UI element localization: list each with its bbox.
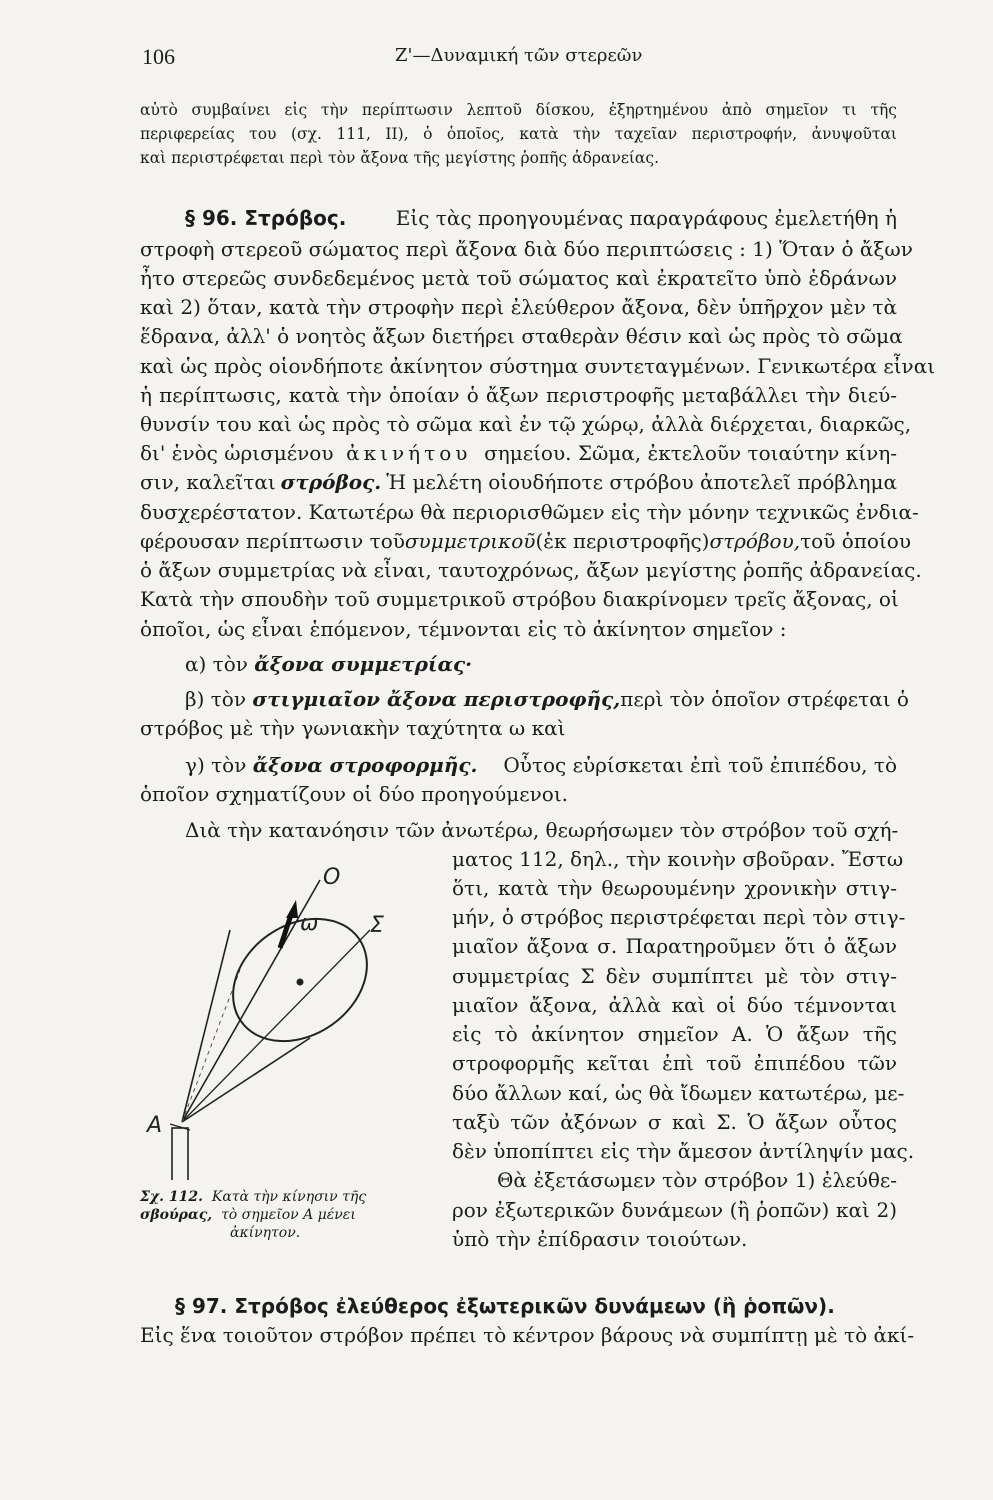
symmetry-axis-line bbox=[182, 930, 370, 1122]
text-line: θυνσίν του καὶ ὡς πρὸς τὸ σῶμα καὶ ἐν τῷ χώρῳ, ἀλλὰ διέρχεται, διαρκῶς, bbox=[140, 412, 912, 436]
list-item-c bbox=[185, 753, 897, 777]
section-96-heading: § 96. Στρόβος. bbox=[185, 206, 347, 230]
term-strobos: στρόβος. bbox=[280, 470, 382, 494]
text-line: ὁποῖοι, ὡς εἶναι ἑπόμενον, τέμνονται εἰς τὸ ἀκίνητον σημεῖον : bbox=[140, 617, 787, 641]
intro-line-2: περιφερείας του (σχ. 111, II), ὁ ὁποῖος, κατὰ τὴν ταχεῖαν περιστροφήν, ἀνυψοῦται bbox=[140, 125, 897, 143]
bold-term: ἄξονα στροφορμῆς. bbox=[252, 753, 478, 777]
intro-line-1: αὐτὸ συμβαίνει εἰς τὴν περίπτωσιν λεπτοῦ δίσκου, ἐξηρτημένου ἀπὸ σημεῖον τι τῆς bbox=[140, 101, 897, 119]
text-line: καὶ 2) ὅταν, κατὰ τὴν στροφὴν περὶ ἐλεύθερον ἄξονα, δὲν ὑπῆρχον μὲν τὰ bbox=[140, 295, 897, 319]
list-item-b bbox=[185, 687, 909, 711]
cone-side-left bbox=[182, 930, 230, 1122]
text-line: ἕδρανα, ἀλλ' ὁ νοητὸς ἄξων διετήρει σταθερὰν θέσιν καὶ ὡς πρὸς τὸ σῶμα bbox=[140, 324, 903, 348]
text-segment: δι' ἑνὸς ὡρισμένου bbox=[140, 441, 334, 465]
text-line: ὁ ἄξων συμμετρίας νὰ εἶναι, ταυτοχρόνως, ἄξων μεγίστης ῥοπῆς ἀδρανείας. bbox=[140, 558, 922, 582]
text-line: καὶ ὡς πρὸς οἱονδήποτε ἀκίνητον σύστημα συντεταγμένων. Γενικωτέρα εἶναι bbox=[140, 354, 936, 378]
label-sigma: Σ bbox=[370, 913, 384, 938]
italic-term: στρόβου, bbox=[709, 529, 801, 553]
text-segment: περὶ τὸν ὁποῖον στρέφεται ὁ bbox=[620, 687, 909, 711]
text-line: μιαῖον ἄξονα, ἀλλὰ καὶ οἱ δύο τέμνονται bbox=[452, 993, 897, 1017]
text-segment: σημείου. Σῶμα, ἐκτελοῦν τοιαύτην κίνη- bbox=[484, 441, 897, 465]
text-line: στροφὴ στερεοῦ σώματος περὶ ἄξονα διὰ δύο περιπτώσεις : 1) Ὅταν ὁ ἄξων bbox=[140, 237, 913, 261]
text-line: ταξὺ τῶν ἀξόνων σ καὶ Σ. Ὁ ἄξων οὗτος bbox=[452, 1110, 897, 1134]
text-line bbox=[140, 470, 897, 494]
label-o: O bbox=[323, 865, 341, 890]
section-97-heading bbox=[175, 1294, 897, 1318]
cone-side-right bbox=[182, 1038, 310, 1122]
text-segment: φέρουσαν περίπτωσιν τοῦ bbox=[140, 529, 405, 553]
list-marker: α) τὸν bbox=[185, 652, 248, 676]
cone-hidden-edge bbox=[182, 970, 240, 1122]
caption-text: τὸ σημεῖον A μένει bbox=[221, 1207, 356, 1223]
section-96-first-line bbox=[185, 206, 897, 230]
text-segment: Ἡ μελέτη οἱουδήποτε στρόβου ἀποτελεῖ πρόβλημα bbox=[386, 470, 897, 494]
text-line: μήν, ὁ στρόβος περιστρέφεται περὶ τὸν στιγ- bbox=[452, 905, 906, 929]
caption-label: σβούρας, bbox=[140, 1207, 213, 1223]
text-line: ρον ἐξωτερικῶν δυνάμεων (ἢ ῥοπῶν) καὶ 2) bbox=[452, 1198, 897, 1222]
text-line: δύο ἄλλων καί, ὡς θὰ ἴδωμεν κατωτέρω, με- bbox=[452, 1081, 905, 1105]
label-omega: ω bbox=[300, 911, 319, 936]
caption-text: ἀκίνητον. bbox=[230, 1225, 301, 1241]
page-header bbox=[140, 42, 900, 72]
text-line: Θὰ ἐξετάσωμεν τὸν στρόβον 1) ἐλεύθε- bbox=[497, 1168, 897, 1192]
text-line bbox=[140, 441, 897, 465]
list-marker: γ) τὸν bbox=[185, 753, 247, 777]
label-a: A bbox=[147, 1113, 163, 1138]
caption-label: Σχ. 112. bbox=[140, 1189, 203, 1205]
list-marker: β) τὸν bbox=[185, 687, 246, 711]
text-line: Κατὰ τὴν σπουδὴν τοῦ συμμετρικοῦ στρόβου διακρίνομεν τρεῖς ἄξονας, οἱ bbox=[140, 587, 899, 611]
text-line: ὁποῖον σχηματίζουν οἱ δύο προηγούμενοι. bbox=[140, 782, 569, 806]
page-number: 106 bbox=[142, 44, 175, 69]
section-heading: § 97. Στρόβος ἐλεύθερος ἐξωτερικῶν δυνάμεων (ἢ ῥοπῶν). bbox=[175, 1294, 835, 1318]
bold-term: ἄξονα συμμετρίας· bbox=[254, 652, 473, 676]
text-line: μιαῖον ἄξονα σ. Παρατηροῦμεν ὅτι ὁ ἄξων bbox=[452, 934, 897, 958]
text-segment: (ἐκ περιστροφῆς) bbox=[535, 529, 710, 553]
text-line: συμμετρίας Σ δὲν συμπίπτει μὲ τὸν στιγ- bbox=[452, 964, 897, 988]
figure-caption bbox=[140, 1188, 440, 1242]
text-segment: σιν, καλεῖται bbox=[140, 470, 276, 494]
text-line: ἡ περίπτωσις, κατὰ τὴν ὁποίαν ὁ ἄξων περιστροφῆς μεταβάλλει τὴν διεύ- bbox=[140, 383, 897, 407]
list-item-a bbox=[185, 652, 472, 676]
spinning-top-figure bbox=[120, 860, 420, 1180]
center-point bbox=[297, 979, 304, 986]
text-line: ματος 112, δηλ., τὴν κοινὴν σβοῦραν. Ἔστω bbox=[452, 847, 904, 871]
text-line: Εἰς ἕνα τοιοῦτον στρόβον πρέπει τὸ κέντρον βάρους νὰ συμπίπτῃ μὲ τὸ ἀκί- bbox=[140, 1323, 915, 1347]
text-segment: Οὗτος εὑρίσκεται ἐπὶ τοῦ ἐπιπέδου, τὸ bbox=[503, 753, 897, 777]
text-line: στρόβος μὲ τὴν γωνιακὴν ταχύτητα ω καὶ bbox=[140, 716, 566, 740]
text-line: ὅτι, κατὰ τὴν θεωρουμένην χρονικὴν στιγ- bbox=[452, 876, 897, 900]
text-line bbox=[140, 529, 911, 553]
caption-text: Κατὰ τὴν κίνησιν τῆς bbox=[211, 1189, 367, 1205]
text-line: Εἰς τὰς προηγουμένας παραγράφους ἐμελετήθη ἡ bbox=[395, 206, 897, 230]
text-line: εἰς τὸ ἀκίνητον σημεῖον A. Ὁ ἄξων τῆς bbox=[452, 1022, 897, 1046]
text-line: ὑπὸ τὴν ἐπίδρασιν τοιούτων. bbox=[452, 1227, 748, 1251]
italic-term: συμμετρικοῦ bbox=[404, 529, 536, 553]
text-segment: τοῦ ὁποίου bbox=[800, 529, 911, 553]
omega-arrowhead bbox=[286, 900, 298, 918]
text-line: Διὰ τὴν κατανόησιν τῶν ἀνωτέρω, θεωρήσωμεν τὸν στρόβον τοῦ σχή- bbox=[185, 818, 899, 842]
top-peg bbox=[172, 1128, 188, 1180]
bold-term: στιγμιαῖον ἄξονα περιστροφῆς, bbox=[252, 687, 621, 711]
text-line: στροφορμῆς κεῖται ἐπὶ τοῦ ἐπιπέδου τῶν bbox=[452, 1051, 897, 1075]
text-line: δυσχερέστατον. Κατωτέρω θὰ περιορισθῶμεν εἰς τὴν μόνην τεχνικῶς ἐνδια- bbox=[140, 500, 919, 524]
spaced-term: ἀκινήτου bbox=[346, 441, 472, 465]
running-title: Ζ'—Δυναμική τῶν στερεῶν bbox=[395, 45, 643, 66]
text-line: ἦτο στερεῶς συνδεδεμένος μετὰ τοῦ σώματος καὶ ἐκρατεῖτο ὑπὸ ἑδράνων bbox=[140, 266, 897, 290]
intro-line-3: καὶ περιστρέφεται περὶ τὸν ἄξονα τῆς μεγίστης ῥοπῆς ἀδρανείας. bbox=[140, 149, 660, 167]
text-line: δὲν ὑποπίπτει εἰς τὴν ἄμεσον ἀντίληψίν μας. bbox=[452, 1139, 915, 1163]
